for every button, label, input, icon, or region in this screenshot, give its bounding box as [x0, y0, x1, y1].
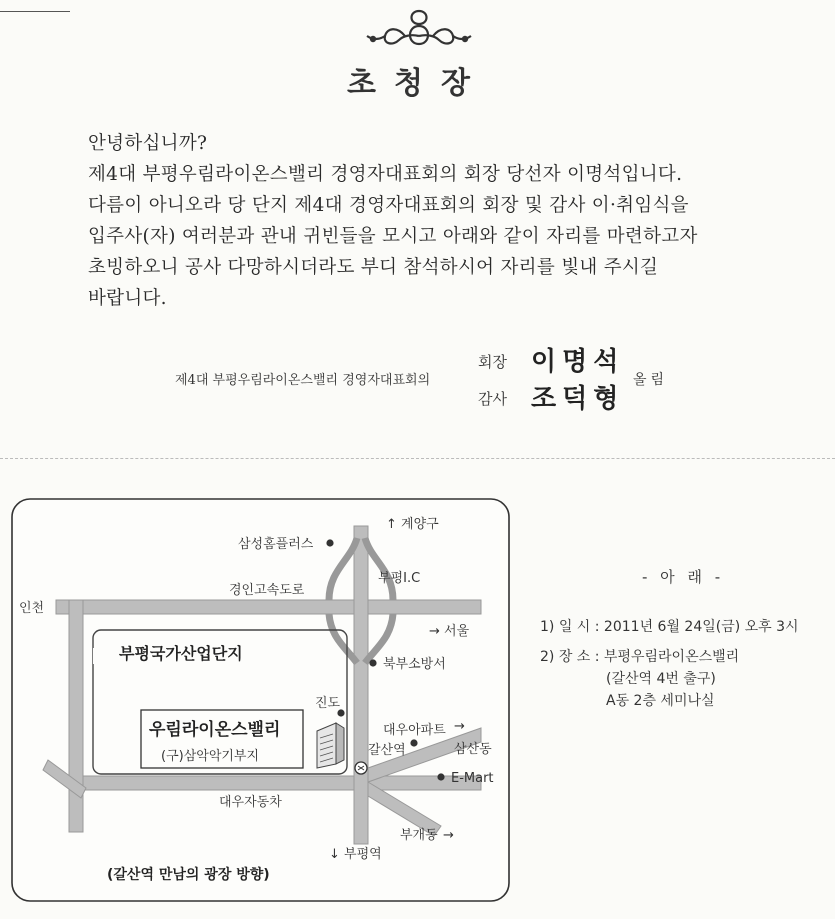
- marker-daewoo-apt: [410, 739, 417, 746]
- road-north-south: [354, 526, 368, 844]
- label-industrial-complex: 부평국가산업단지: [119, 644, 243, 663]
- road-daewoo: [69, 776, 481, 790]
- event-place-exit: (갈산역 4번 출구): [606, 671, 716, 687]
- label-bupyeong-station: ↓ 부평역: [329, 847, 382, 862]
- letter-line: 안녕하십니까?: [88, 133, 208, 154]
- label-venue: 우림라이온스밸리: [149, 720, 281, 740]
- letter-line: 초빙하오니 공사 다망하시더라도 부디 참석하시어 자리를 빛내 주시길: [88, 257, 659, 278]
- marker-emart: [437, 773, 444, 780]
- signoff-role-auditor: 감사: [478, 390, 507, 408]
- label-emart: E-Mart: [451, 771, 494, 786]
- event-time: 1) 일 시 : 2011년 6월 24일(금) 오후 3시: [540, 619, 799, 635]
- label-galsan-station: 갈산역: [368, 743, 406, 758]
- road-expressway: [56, 600, 481, 614]
- invitation-title: 초청장: [347, 66, 488, 101]
- event-place: 2) 장 소 : 부평우림라이온스밸리: [540, 649, 740, 665]
- letter-body: [88, 128, 758, 314]
- top-edge-rule: [0, 11, 70, 12]
- label-daewoo-apt: 대우아파트: [383, 723, 446, 738]
- label-bugae: 부개동: [400, 828, 438, 843]
- signoff-organization: 제4대 부평우림라이온스밸리 경영자대표회의: [175, 373, 431, 388]
- arrow-bugae: →: [443, 828, 454, 843]
- label-jindo: 진도: [315, 696, 341, 711]
- letter-line: 제4대 부평우림라이온스밸리 경영자대표회의 회장 당선자 이명석입니다.: [88, 164, 683, 185]
- letter-line: 입주사(자) 여러분과 관내 귀빈들을 모시고 아래와 같이 자리를 마련하고자: [88, 226, 698, 247]
- label-samsan: 삼산동: [454, 742, 492, 757]
- signoff-name-president: 이명석: [531, 347, 625, 377]
- details-header: - 아 래 -: [642, 568, 725, 586]
- signoff-name-auditor: 조덕형: [531, 384, 625, 414]
- label-incheon: 인천: [19, 601, 45, 616]
- event-place-room: A동 2층 세미나실: [606, 693, 715, 709]
- location-map: [11, 498, 510, 902]
- label-map-footnote: (갈산역 만남의 광장 방향): [107, 867, 270, 883]
- label-seoul: → 서울: [429, 624, 470, 639]
- letter-line: 바랍니다.: [88, 288, 167, 309]
- label-daewoo-motors: 대우자동차: [219, 795, 282, 810]
- marker-samsung: [326, 539, 333, 546]
- fold-line: [0, 458, 835, 459]
- label-expressway: 경인고속도로: [229, 583, 305, 598]
- letter-line: 다름이 아니오라 당 단지 제4대 경영자대표회의 회장 및 감사 이·취임식을: [88, 195, 689, 216]
- label-samsung: 삼성홈플러스: [238, 537, 314, 552]
- building-icon: [317, 723, 344, 768]
- signoff-closing: 올림: [633, 372, 669, 388]
- label-fire-station: 북부소방서: [383, 657, 446, 672]
- label-bupyeong-ic: 부평I.C: [378, 571, 421, 586]
- signoff-role-president: 회장: [478, 353, 507, 371]
- label-venue-sub: (구)삼악악기부지: [161, 749, 260, 764]
- arrow-daewoo-apt: →: [454, 719, 465, 734]
- label-gyeyanggu: ↑ 계양구: [386, 517, 439, 532]
- ornament-icon: [363, 6, 475, 50]
- marker-fire-station: [369, 659, 376, 666]
